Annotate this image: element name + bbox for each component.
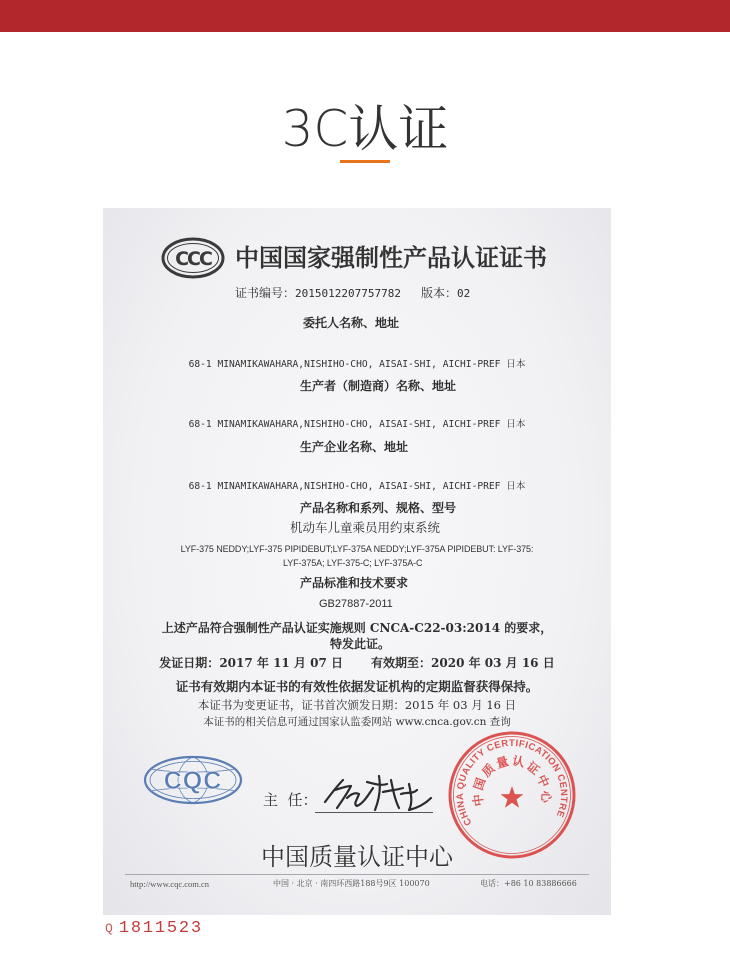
factory-address: 68-1 MINAMIKAWAHARA,NISHIHO-CHO, AISAI-SHI, AICHI-PREF 日本 bbox=[188, 481, 526, 492]
manufacturer-address: 68-1 MINAMIKAWAHARA,NISHIHO-CHO, AISAI-SHI, AICHI-PREF 日本 bbox=[188, 419, 526, 430]
certificate-number-label: 证书编号： bbox=[235, 286, 296, 300]
certificate-image bbox=[103, 208, 611, 915]
date-line bbox=[103, 655, 611, 671]
image-code-prefix: Q bbox=[105, 921, 113, 936]
product-models-line-2: LYF-375A; LYF-375-C; LYF-375A-C bbox=[283, 558, 423, 568]
manufacturer-label: 生产者（制造商）名称、地址 bbox=[300, 379, 457, 393]
certificate-number-line bbox=[235, 285, 470, 302]
change-note: 本证书为变更证书，证书首次颁发日期：2015 年 03 月 16 日 bbox=[197, 698, 517, 712]
conformity-closing: 特发此证。 bbox=[330, 637, 391, 651]
seal-inner-text-path: 中国质量认证中心 bbox=[470, 753, 554, 808]
issuer-name: 中国质量认证中心 bbox=[261, 843, 453, 871]
top-banner bbox=[0, 0, 730, 32]
director-signature bbox=[317, 764, 447, 816]
page-title: 3C认证 bbox=[281, 100, 449, 158]
website-note: 本证书的相关信息可通过国家认监委网站 www.cnca.gov.cn 查询 bbox=[203, 716, 511, 728]
product-models-line-1: LYF-375 NEDDY;LYF-375 PIPIDEBUT;LYF-375A NEDDY;LYF-375A PIPIDEBUT: LYF-375: bbox=[180, 544, 534, 554]
client-label: 委托人名称、地址 bbox=[303, 316, 400, 330]
certificate-number: 2015012207757782 bbox=[295, 287, 401, 300]
product-label: 产品名称和系列、规格、型号 bbox=[300, 501, 457, 515]
valid-until-date: 2020 年 03 月 16 日 bbox=[431, 656, 555, 670]
factory-label: 生产企业名称、地址 bbox=[300, 440, 409, 454]
signature-line bbox=[315, 812, 433, 813]
standard-label: 产品标准和技术要求 bbox=[300, 576, 409, 590]
certificate-title: 中国国家强制性产品认证证书 bbox=[235, 244, 547, 272]
validity-note: 证书有效期内本证书的有效性依据发证机构的定期监督获得保持。 bbox=[175, 679, 539, 694]
certification-seal bbox=[447, 730, 577, 860]
footer-phone: 电话：+86 10 83886666 bbox=[480, 879, 577, 888]
product-name: 机动车儿童乘员用约束系统 bbox=[290, 520, 441, 535]
issue-date: 2017 年 11 月 07 日 bbox=[219, 656, 343, 670]
conformity-statement: 上述产品符合强制性产品认证实施规则 CNCA-C22-03:2014 的要求， bbox=[161, 621, 553, 635]
footer-url: http://www.cqc.com.cn bbox=[130, 879, 209, 889]
issue-date-label: 发证日期： bbox=[159, 656, 220, 670]
image-code-number: 1811523 bbox=[118, 919, 203, 938]
valid-until-label: 有效期至： bbox=[371, 656, 432, 670]
seal-outer-text bbox=[455, 738, 569, 827]
footer-address: 中国 · 北京 · 南四环西路188号9区 100070 bbox=[273, 879, 430, 888]
cqc-logo-text: CQC bbox=[163, 767, 223, 795]
title-underline bbox=[340, 160, 390, 163]
version-label: 版本： bbox=[420, 286, 457, 300]
standard-value: GB27887-2011 bbox=[319, 598, 393, 610]
ccc-logo bbox=[161, 237, 225, 279]
seal-star-icon bbox=[501, 786, 524, 808]
director-label: 主 任： bbox=[263, 791, 318, 809]
image-code bbox=[103, 917, 203, 939]
ccc-logo-text: CCC bbox=[175, 248, 211, 270]
footer-divider bbox=[125, 874, 589, 875]
version-number: 02 bbox=[457, 287, 471, 300]
cqc-logo bbox=[143, 755, 243, 805]
client-address: 68-1 MINAMIKAWAHARA,NISHIHO-CHO, AISAI-SHI, AICHI-PREF 日本 bbox=[188, 359, 526, 370]
seal-outer-text-path: CHINA QUALITY CERTIFICATION CENTRE bbox=[454, 737, 570, 828]
